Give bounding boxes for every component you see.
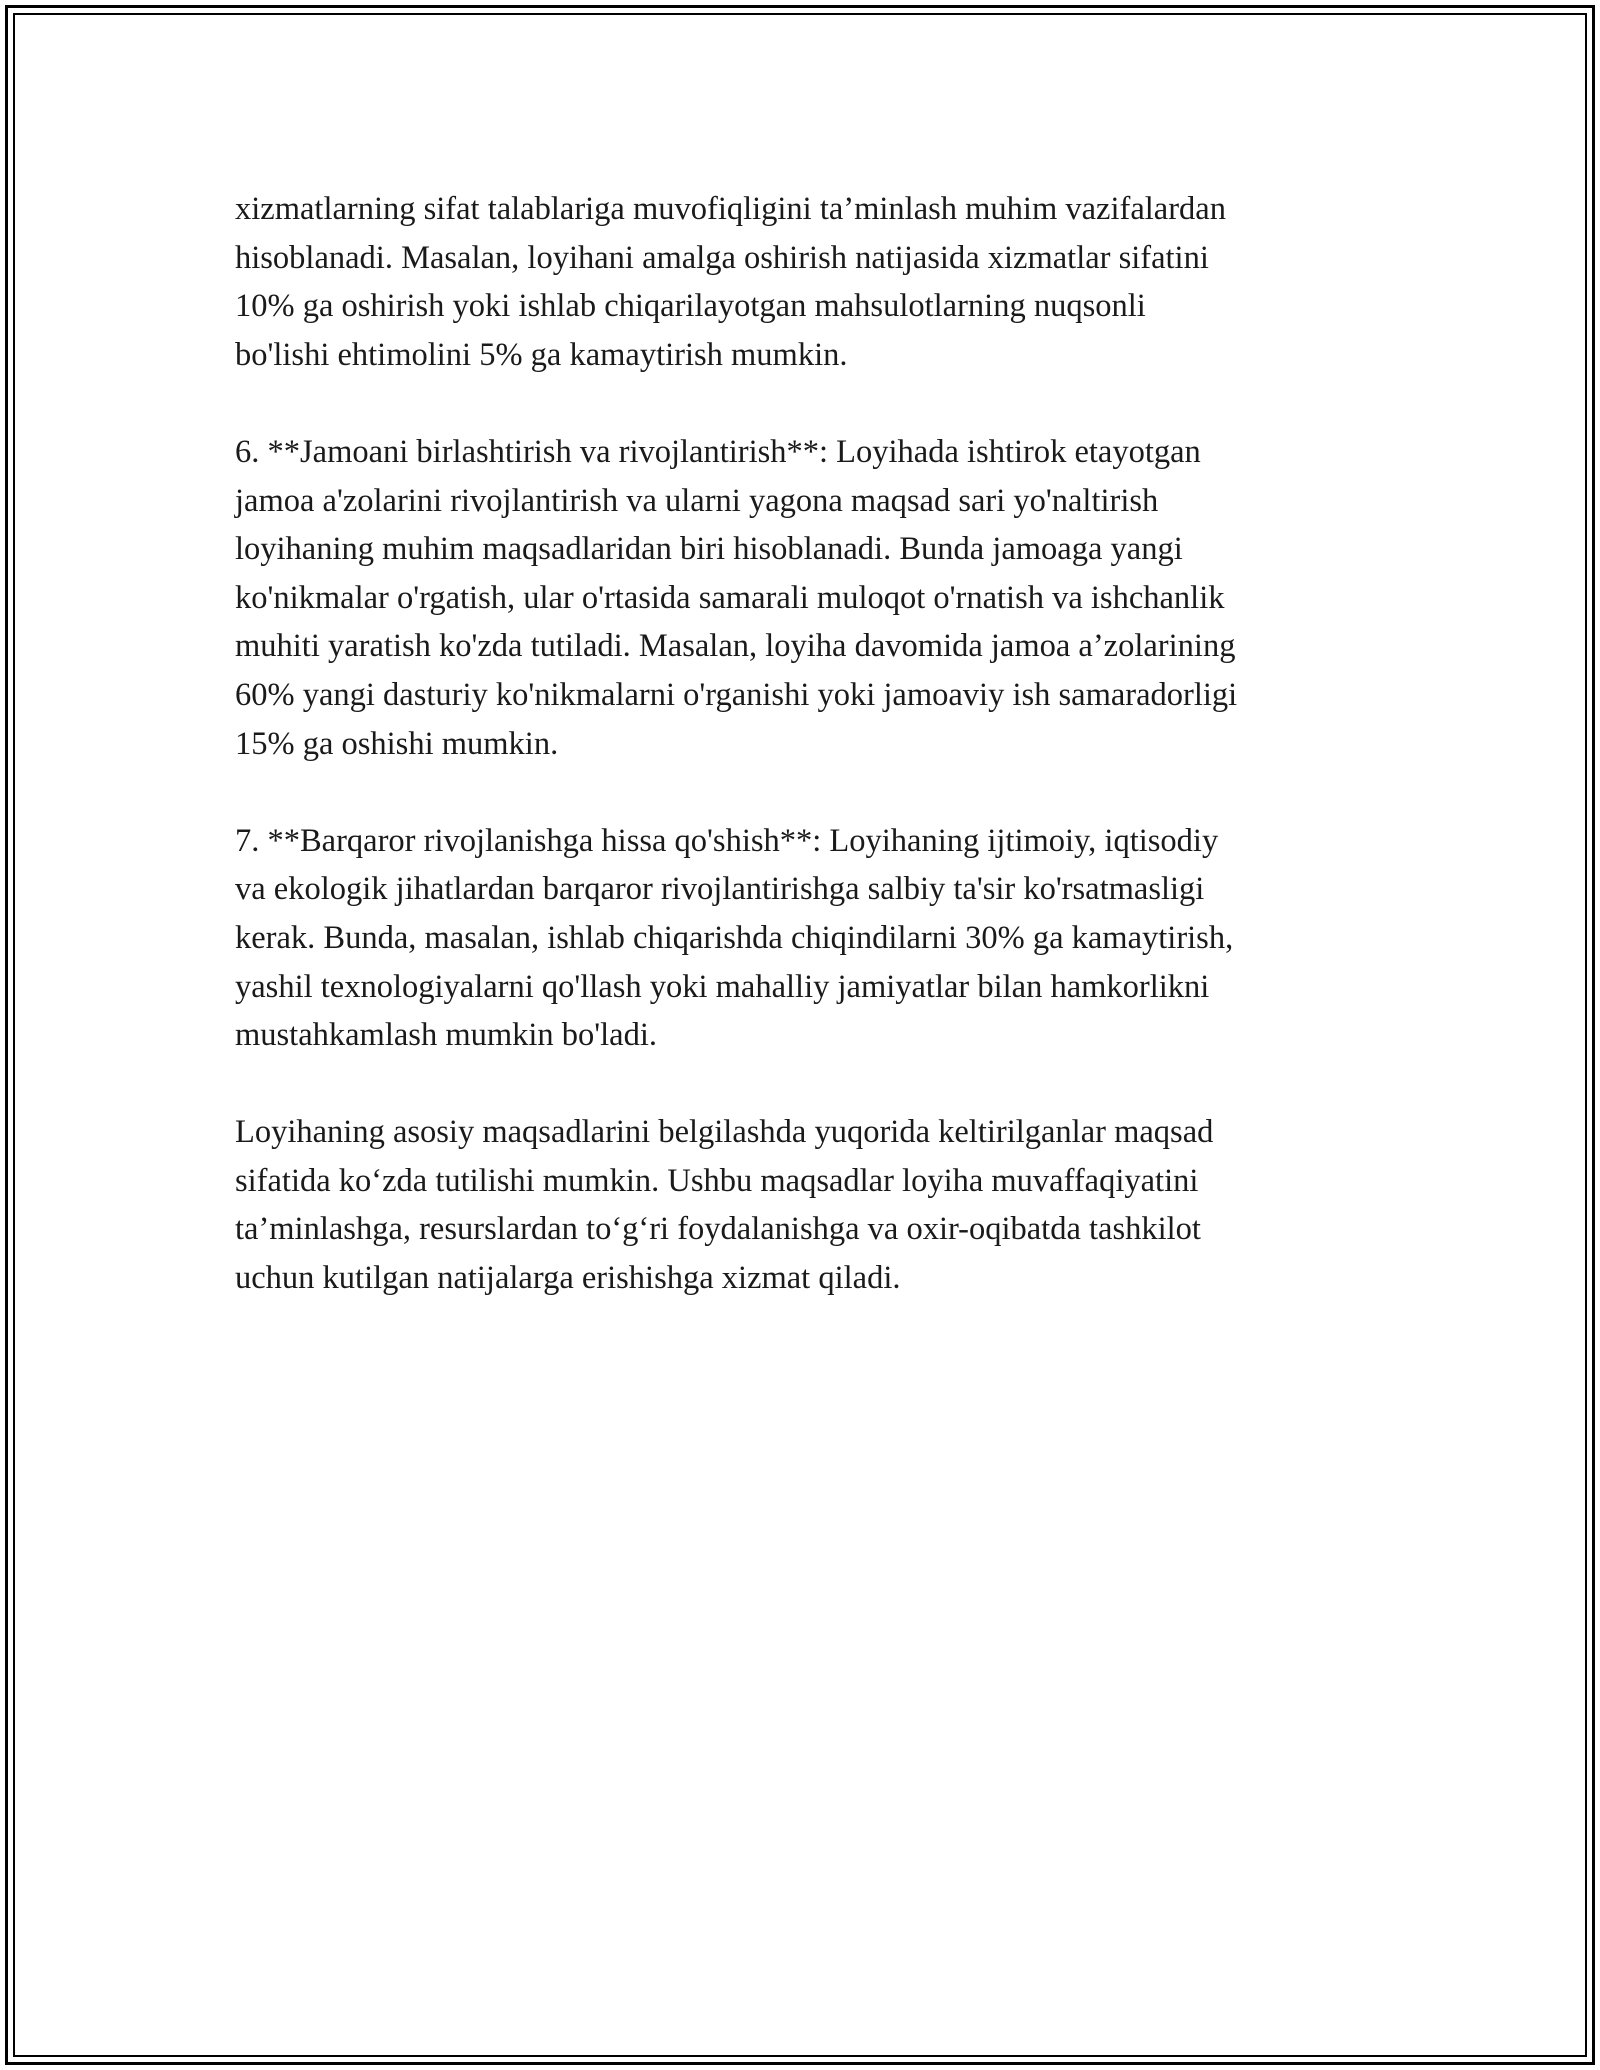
text-line: bo'lishi ehtimolini 5% ga kamaytirish mumkin.: [235, 336, 848, 373]
text-line: jamoa a'zolarini rivojlantirish va ularni yagona maqsad sari yo'naltirish: [235, 482, 1159, 519]
text-line: loyihaning muhim maqsadlaridan biri hisoblanadi. Bunda jamoaga yangi: [235, 531, 1183, 568]
text-line: kerak. Bunda, masalan, ishlab chiqarishda chiqindilarni 30% ga kamaytirish,: [235, 919, 1234, 956]
text-line: muhiti yaratish ko'zda tutiladi. Masalan, loyiha davomida jamoa a’zolarining: [235, 628, 1236, 665]
text-line: ko'nikmalar o'rgatish, ular o'rtasida samarali muloqot o'rnatish va ishchanlik: [235, 579, 1225, 616]
text-line: va ekologik jihatlardan barqaror rivojlantirishga salbiy ta'sir ko'rsatmasligi: [235, 871, 1205, 908]
text-line: Loyihaning asosiy maqsadlarini belgilashda yuqorida keltirilganlar maqsad: [235, 1114, 1214, 1151]
text-line: ta’minlashga, resurslardan to‘g‘ri foydalanishga va oxir-oqibatda tashkilot: [235, 1211, 1201, 1248]
text-line: 60% yangi dasturiy ko'nikmalarni o'rganishi yoki jamoaviy ish samaradorligi: [235, 676, 1238, 713]
paragraph-quality: [235, 185, 1385, 379]
paragraph-conclusion: [235, 1108, 1385, 1302]
text-line: hisoblanadi. Masalan, loyihani amalga oshirish natijasida xizmatlar sifatini: [235, 239, 1209, 276]
text-line: 7. **Barqaror rivojlanishga hissa qo'shish**: Loyihaning ijtimoiy, iqtisodiy: [235, 822, 1219, 859]
text-line: 6. **Jamoani birlashtirish va rivojlantirish**: Loyihada ishtirok etayotgan: [235, 433, 1201, 470]
text-line: mustahkamlash mumkin bo'ladi.: [235, 1017, 657, 1054]
paragraph-sustainability: [235, 817, 1385, 1060]
text-line: 15% ga oshishi mumkin.: [235, 725, 559, 762]
text-line: uchun kutilgan natijalarga erishishga xizmat qiladi.: [235, 1260, 901, 1297]
text-line: yashil texnologiyalarni qo'llash yoki mahalliy jamiyatlar bilan hamkorlikni: [235, 968, 1210, 1005]
paragraph-team-development: [235, 428, 1385, 768]
text-line: xizmatlarning sifat talablariga muvofiqligini ta’minlash muhim vazifalardan: [235, 191, 1226, 227]
document-body: [235, 185, 1385, 1351]
text-line: 10% ga oshirish yoki ishlab chiqarilayotgan mahsulotlarning nuqsonli: [235, 288, 1146, 325]
text-line: sifatida ko‘zda tutilishi mumkin. Ushbu maqsadlar loyiha muvaffaqiyatini: [235, 1162, 1199, 1199]
